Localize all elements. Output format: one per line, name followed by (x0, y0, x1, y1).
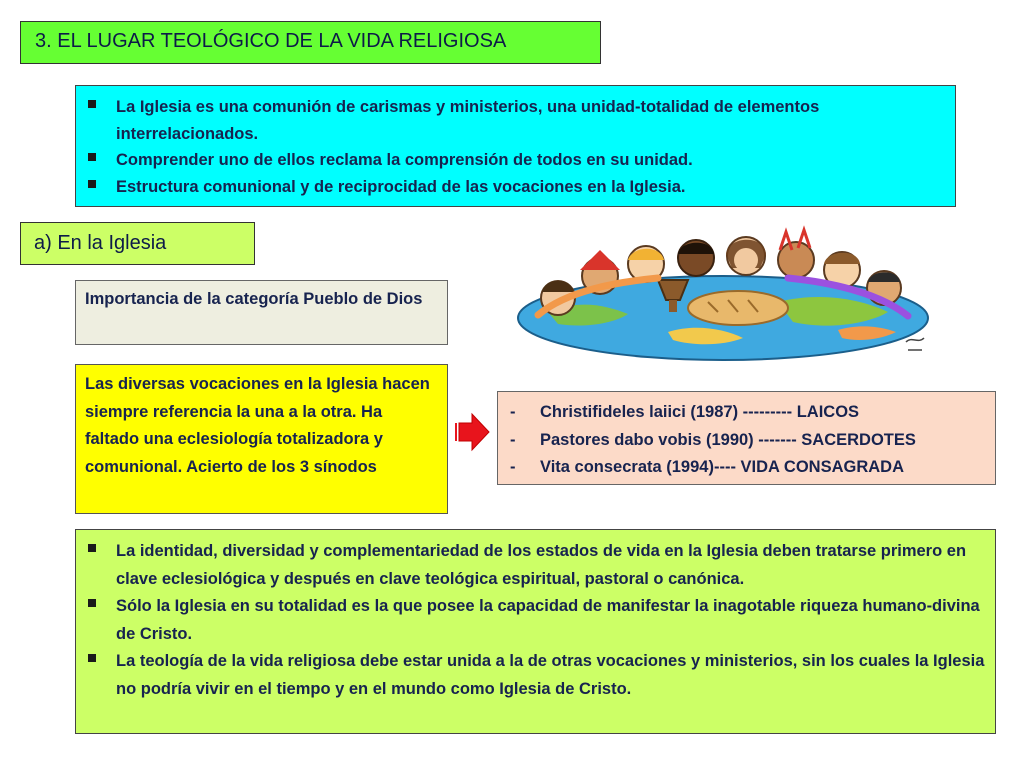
importance-box: Importancia de la categoría Pueblo de Dios (75, 280, 448, 345)
list-item (88, 147, 945, 174)
list-item (88, 174, 945, 201)
synods-box (497, 391, 996, 485)
list-item (508, 427, 987, 455)
section-heading: a) En la Iglesia (20, 222, 255, 265)
synod-text: Pastores dabo vobis (1990) ------- SACERDOTES (540, 430, 916, 449)
conclusion-text: Sólo la Iglesia en su totalidad es la que posee la capacidad de manifestar la inagotable riqueza humano-divina de Cristo. (116, 597, 980, 643)
right-arrow-icon (455, 412, 492, 452)
conclusion-text: La identidad, diversidad y complementariedad de los estados de vida en la Iglesia deben tratarse primero en clave eclesiológica y después en clave teológica espiritual, pastoral o canónica. (116, 542, 967, 588)
square-bullet-icon (88, 153, 96, 161)
square-bullet-icon (88, 100, 96, 108)
square-bullet-icon (88, 599, 96, 607)
square-bullet-icon (88, 544, 96, 552)
list-item (88, 593, 985, 648)
list-item (88, 648, 985, 703)
list-item (508, 454, 987, 482)
intro-list (88, 94, 945, 200)
list-item (88, 538, 985, 593)
dash-bullet-icon: - (510, 430, 516, 449)
square-bullet-icon (88, 180, 96, 188)
list-item (508, 399, 987, 427)
dash-bullet-icon: - (510, 403, 516, 421)
intro-point-text: Estructura comunional y de reciprocidad de las vocaciones en la Iglesia. (116, 177, 686, 196)
intro-point-text: La Iglesia es una comunión de carismas y ministerios, una unidad-totalidad de elementos interrelacionados. (116, 98, 820, 143)
dash-bullet-icon: - (510, 458, 516, 476)
synod-text: Vita consecrata (1994)---- VIDA CONSAGRADA (540, 458, 904, 476)
square-bullet-icon (88, 654, 96, 662)
synod-text: Christifideles laiici (1987) --------- LAICOS (540, 403, 860, 421)
intro-point-text: Comprender uno de ellos reclama la comprensión de todos en su unidad. (116, 151, 693, 169)
vocations-box: Las diversas vocaciones en la Iglesia hacen siempre referencia la una a la otra. Ha faltado una eclesiología totalizadora y comunional. Acierto de los 3 sínodos (75, 364, 448, 514)
conclusions-box (75, 529, 996, 734)
conclusion-text: La teología de la vida religiosa debe estar unida a la de otras vocaciones y ministerios, sin los cuales la Iglesia no podría vivir en el tiempo y en el mundo como Iglesia de Cristo. (116, 652, 985, 698)
people-around-globe-illustration (508, 220, 938, 372)
synods-list (508, 399, 987, 482)
slide-title: 3. EL LUGAR TEOLÓGICO DE LA VIDA RELIGIOSA (20, 21, 601, 64)
conclusions-list (88, 538, 985, 703)
intro-points-box (75, 85, 956, 207)
list-item (88, 94, 945, 147)
